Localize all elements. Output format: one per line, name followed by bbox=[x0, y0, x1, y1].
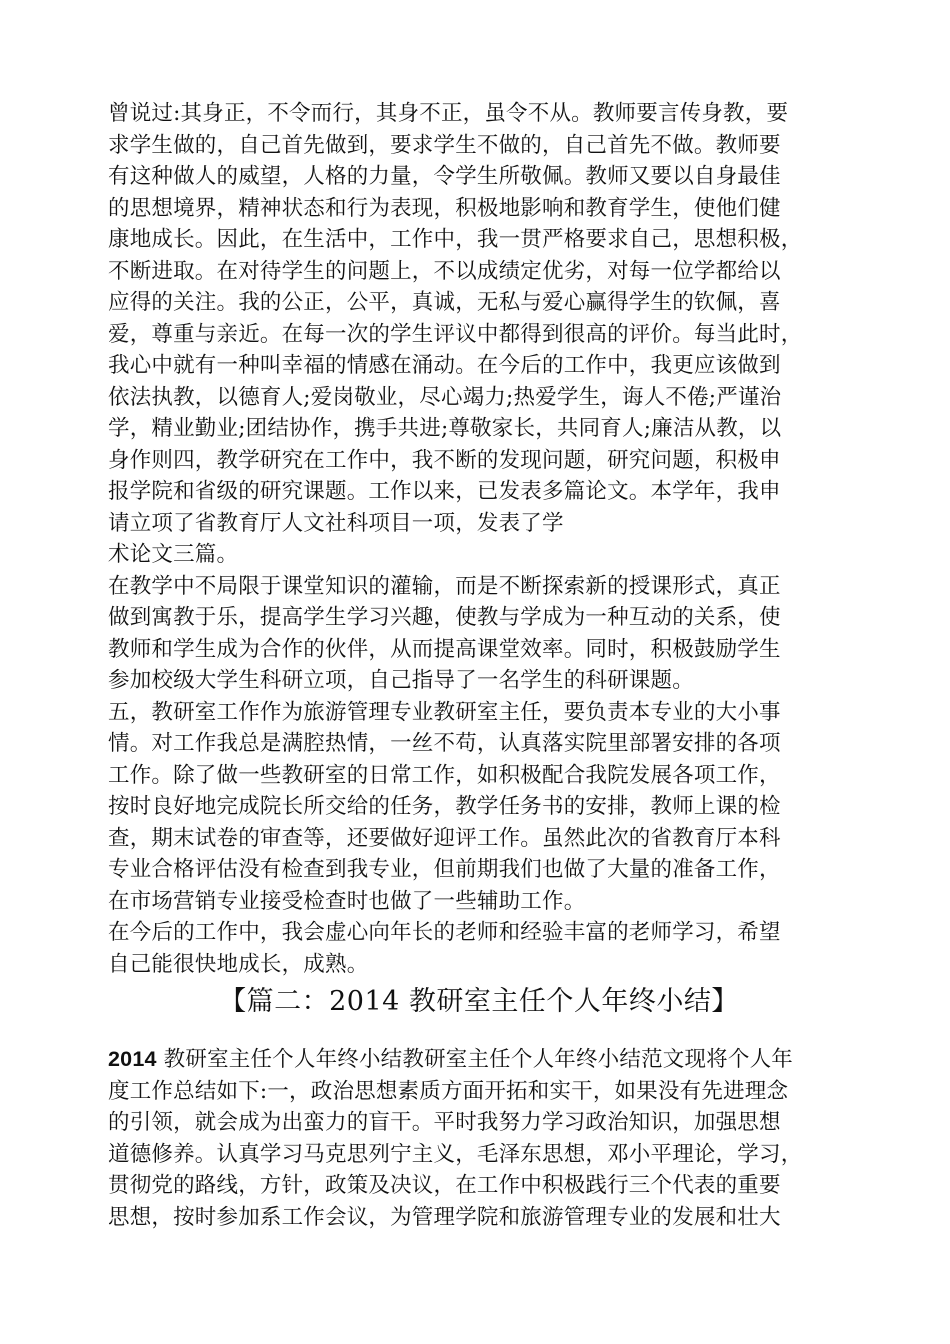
document-page bbox=[108, 98, 850, 1233]
section-two-body bbox=[108, 1044, 850, 1233]
text-line: 不断进取。在对待学生的问题上，不以成绩定优劣，对每一位学都给以 bbox=[108, 258, 781, 284]
text-line: 爱，尊重与亲近。在每一次的学生评议中都得到很高的评价。每当此时， bbox=[108, 321, 803, 347]
text-line: 学，精业勤业;团结协作，携手共进;尊敬家长，共同育人;廉洁从教，以 bbox=[108, 416, 782, 441]
text-line-rest: 教研室主任个人年终小结教研室主任个人年终小结范文现将个人年 bbox=[156, 1047, 793, 1072]
text-line bbox=[108, 1044, 850, 1076]
year-number: 2014 bbox=[108, 1047, 157, 1071]
text-line: 求学生做的，自己首先做到，要求学生不做的，自己首先不做。教师要 bbox=[108, 132, 781, 158]
section-heading: 【篇二：2014 教研室主任个人年终小结】 bbox=[219, 986, 739, 1017]
text-line: 专业合格评估没有检查到我专业，但前期我们也做了大量的准备工作， bbox=[108, 857, 781, 882]
text-line: 的思想境界，精神状态和行为表现，积极地影响和教育学生，使他们健 bbox=[108, 195, 781, 221]
text-line: 做到寓教于乐，提高学生学习兴趣，使教与学成为一种互动的关系，使 bbox=[108, 605, 781, 630]
text-line: 术论文三篇。 bbox=[108, 542, 239, 567]
text-line: 身作则四，教学研究在工作中，我不断的发现问题，研究问题，积极申 bbox=[108, 447, 781, 473]
text-line: 我心中就有一种叫幸福的情感在涌动。在今后的工作中，我更应该做到 bbox=[108, 353, 781, 378]
text-line: 参加校级大学生科研立项，自己指导了一名学生的科研课题。 bbox=[108, 668, 694, 693]
text-line: 自己能很快地成长，成熟。 bbox=[108, 951, 369, 977]
text-line: 按时良好地完成院长所交给的任务，教学任务书的安排，教师上课的检 bbox=[108, 794, 781, 819]
text-line: 情。对工作我总是满腔热情，一丝不苟，认真落实院里部署安排的各项 bbox=[108, 731, 781, 756]
text-line: 在教学中不局限于课堂知识的灌输，而是不断探索新的授课形式，真正 bbox=[108, 573, 781, 599]
text-line: 在今后的工作中，我会虚心向年长的老师和经验丰富的老师学习，希望 bbox=[108, 920, 781, 945]
text-line: 贯彻党的路线，方针，政策及决议，在工作中积极践行三个代表的重要 bbox=[108, 1173, 781, 1198]
text-line: 道德修养。认真学习马克思列宁主义，毛泽东思想，邓小平理论，学习， bbox=[108, 1141, 803, 1167]
text-line: 曾说过:其身正，不令而行，其身不正，虽令不从。教师要言传身教，要 bbox=[108, 101, 789, 126]
text-line: 思想，按时参加系工作会议，为管理学院和旅游管理专业的发展和壮大 bbox=[108, 1204, 781, 1230]
text-line: 报学院和省级的研究课题。工作以来，已发表多篇论文。本学年，我申 bbox=[108, 479, 781, 504]
text-line: 查，期末试卷的审查等，还要做好迎评工作。虽然此次的省教育厅本科 bbox=[108, 825, 781, 851]
text-line: 有这种做人的威望，人格的力量，令学生所敬佩。教师又要以自身最佳 bbox=[108, 164, 781, 189]
text-line: 五，教研室工作作为旅游管理专业教研室主任，要负责本专业的大小事 bbox=[108, 699, 781, 725]
text-line: 在市场营销专业接受检查时也做了一些辅助工作。 bbox=[108, 888, 586, 914]
text-line: 工作。除了做一些教研室的日常工作，如积极配合我院发展各项工作， bbox=[108, 762, 781, 788]
text-line: 应得的关注。我的公正，公平，真诚，无私与爱心赢得学生的钦佩，喜 bbox=[108, 290, 781, 315]
text-line: 依法执教，以德育人;爱岗敬业，尽心竭力;热爱学生，诲人不倦;严谨治 bbox=[108, 384, 782, 410]
text-line: 度工作总结如下:一，政治思想素质方面开拓和实干，如果没有先进理念 bbox=[108, 1078, 789, 1104]
section-one-body bbox=[108, 98, 850, 980]
text-line: 教师和学生成为合作的伙伴，从而提高课堂效率。同时，积极鼓励学生 bbox=[108, 636, 781, 662]
text-line: 的引领，就会成为出蛮力的盲干。平时我努力学习政治知识，加强思想 bbox=[108, 1110, 781, 1135]
text-line: 康地成长。因此，在生活中，工作中，我一贯严格要求自己，思想积极， bbox=[108, 227, 803, 252]
text-line: 请立项了省教育厅人文社科项目一项，发表了学 bbox=[108, 510, 564, 536]
